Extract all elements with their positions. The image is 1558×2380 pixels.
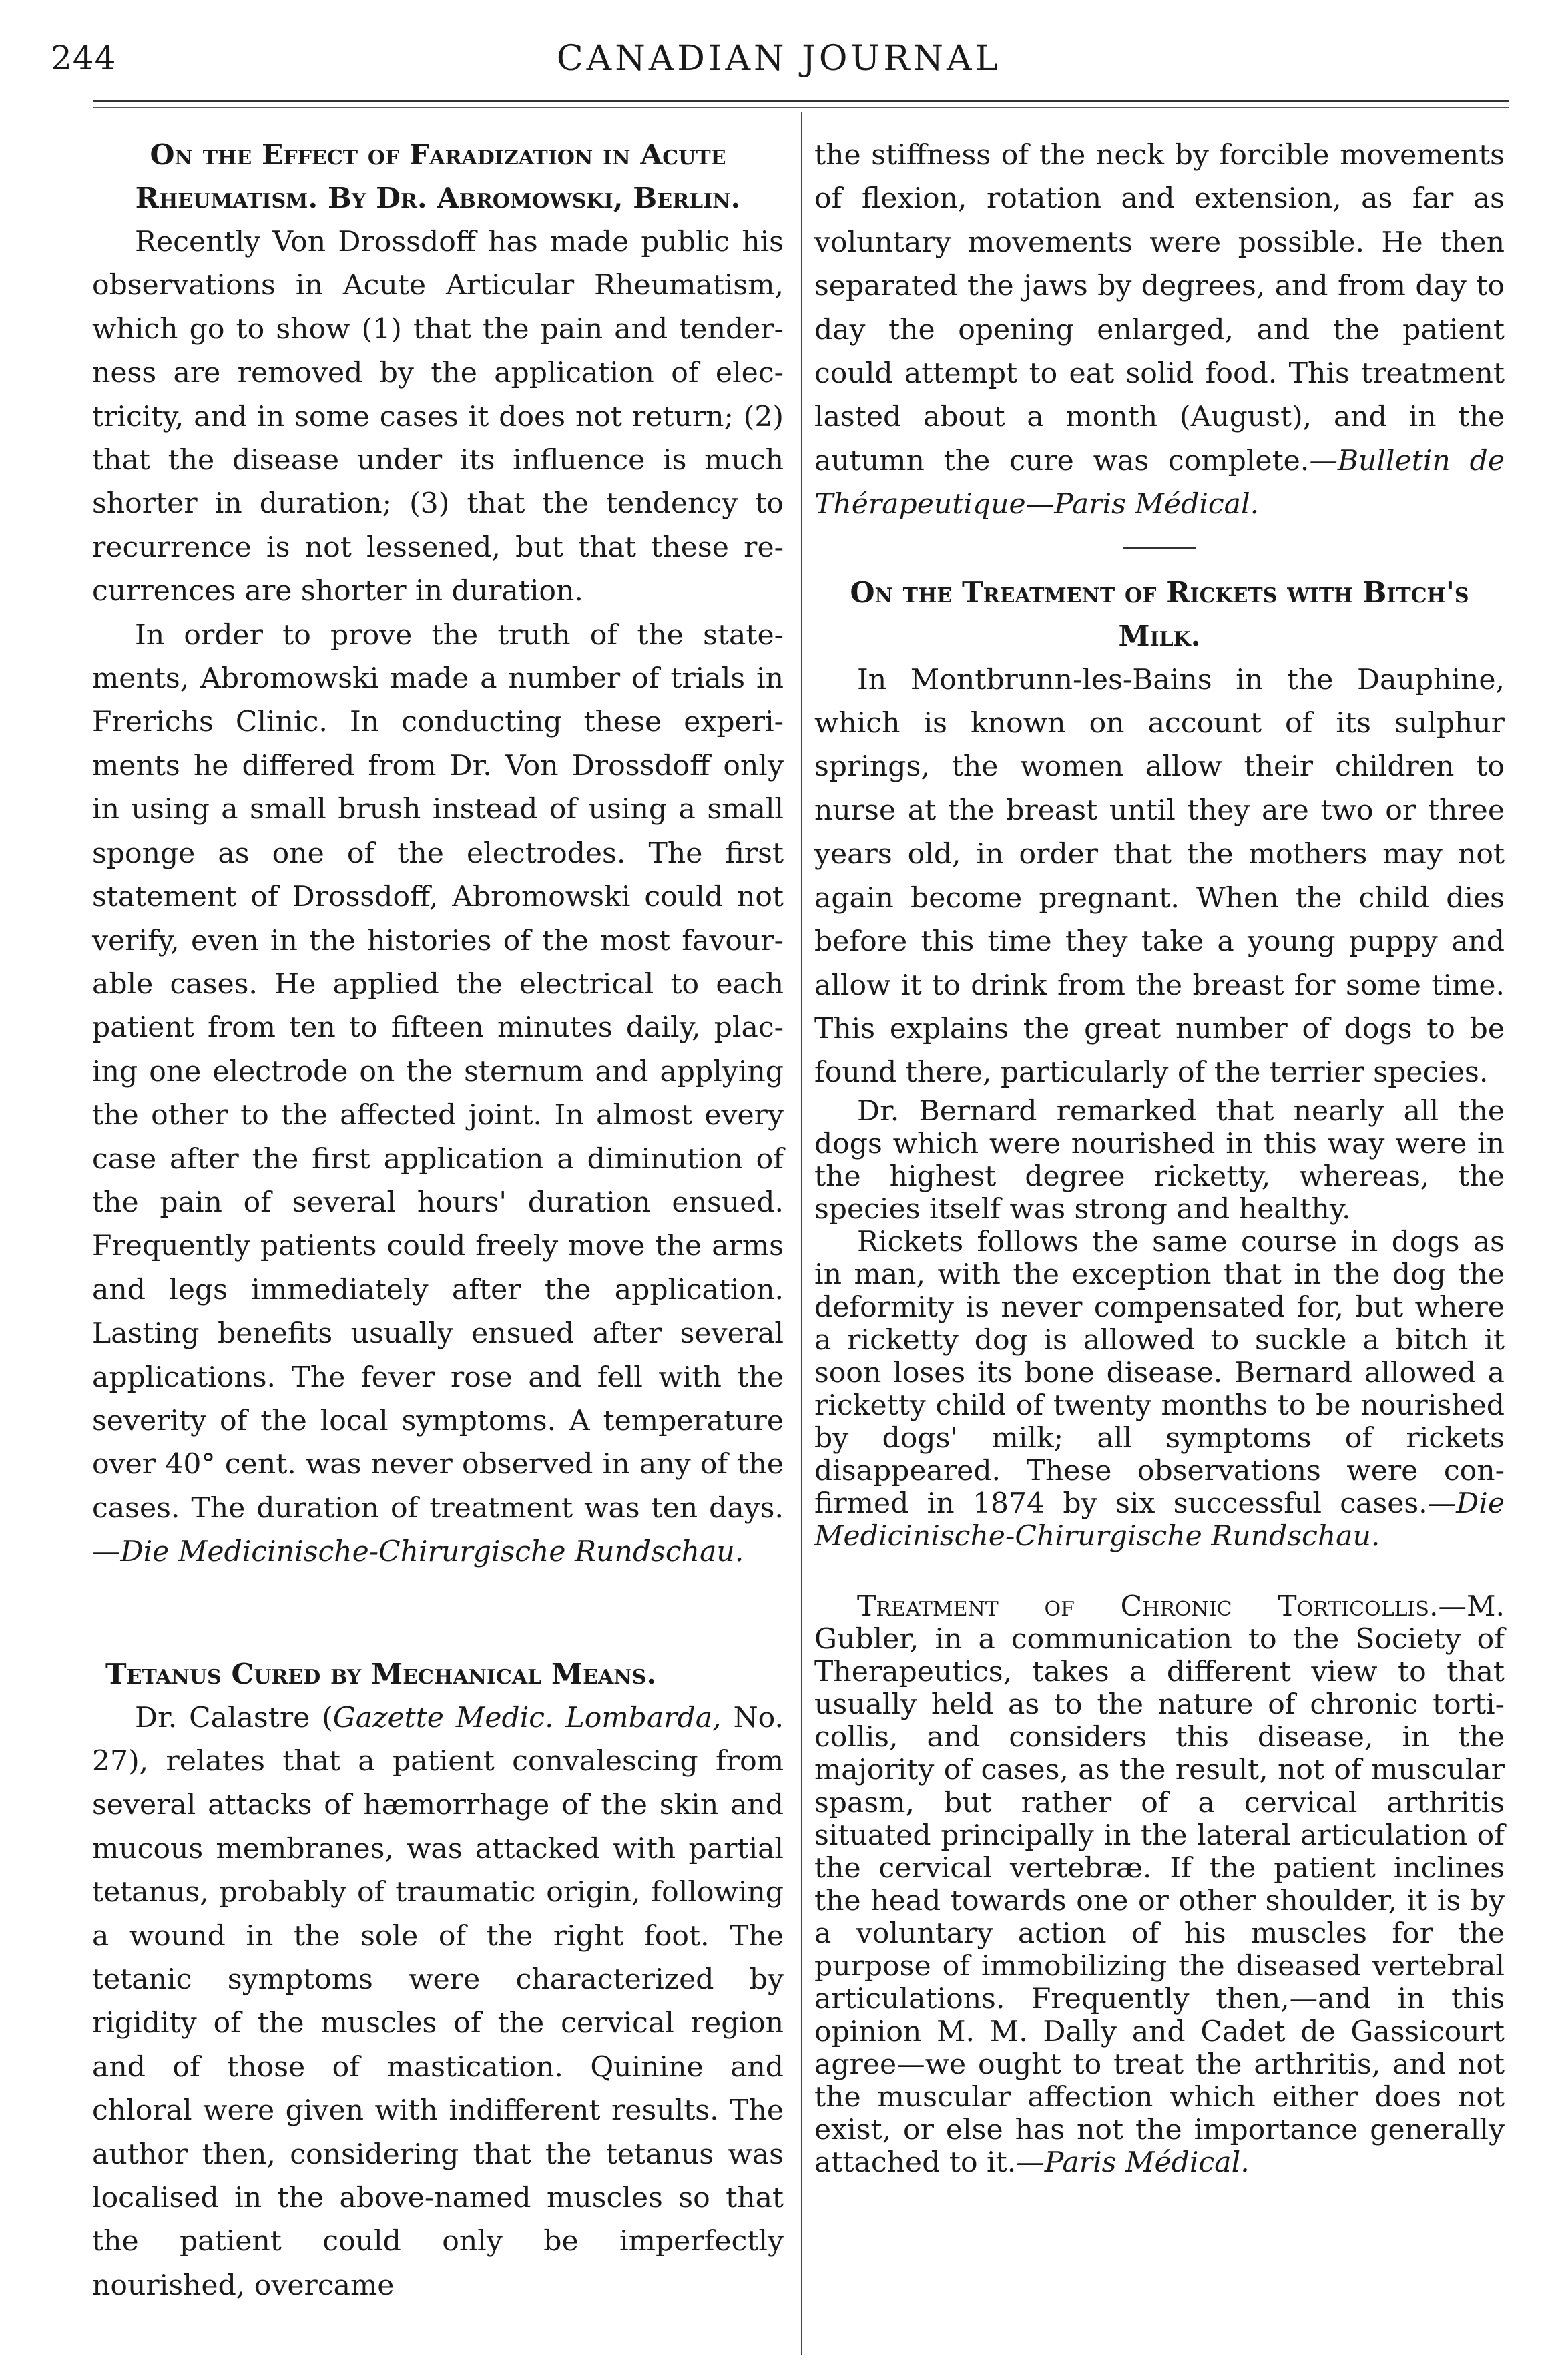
paragraph-text: Rickets follows the same course in dogs as in man, with the exception that in the dog the deformity is never compensated for, but where a ricketty dog is allowed to suckle a bitch it soon loses its bone disease. Bernard allowed a ricketty child of twenty months to be nourished by dogs' milk; all symptoms of rickets disappeared. These observations were confirmed in 1874 by six successful cases. [814, 1225, 1505, 1520]
section-rule [1123, 547, 1196, 549]
article-tetanus-continued [814, 134, 1505, 527]
running-head [40, 39, 1518, 92]
article-paragraph: Recently Von Drossdoff has made public his observations in Acute Articular Rheumatism, which go to show (1) that the pain and tenderness are removed by the application of electricity, and in some cases it does not return; (2) that the disease under its influence is much shorter in duration; (3) that the tendency to recurrence is not lessened, but that these recurrences are shorter in duration. [92, 226, 784, 608]
article-torticollis [814, 1590, 1505, 2179]
paragraph-lead: Dr. Calastre ( [135, 1701, 333, 1734]
paragraph-text: the stiffness of the neck by forcible movements of flexion, rotation and extension, as far as voluntary movements were possible. He then separated the jaws by degrees, and from day to day the opening enlarged, and the patient could attempt to eat solid food. This treatment lasted about a month (August), and in the autumn the cure was complete. [814, 139, 1505, 477]
article-title-line-1: On the Treatment of Rickets with Bitch's [850, 575, 1469, 610]
paragraph-text: In order to prove the truth of the statements, Abromowski made a number of trials in Frerichs Clinic. In conducting these experiments he differed from Dr. Von Drossdoff only in using a small brush instead of using a small sponge as one of the electrodes. The first statement of Drossdoff, Abromowski could not verify, even in the histories of the most favourable cases. He applied the electrical to each patient from ten to fifteen minutes daily, placing one electrode on the sternum and applying the other to the affected joint. In almost every case after the first application a diminution of the pain of several hours' duration ensued. Frequently patients could freely move the arms and legs immediately after the application. Lasting benefits usually ensued after several applications. The fever rose and fell with the severity of the local symptoms. A temperature over 40° cent. was never observed in any of the cases. The duration of treatment was ten days. [92, 618, 784, 1525]
source-citation: —Die Medicinische-Chirurgische Rundschau. [92, 1535, 744, 1569]
article-paragraph [92, 1696, 784, 2308]
article-title [92, 134, 784, 220]
right-column [814, 134, 1505, 2179]
article-paragraph [814, 134, 1505, 527]
article-title-line-2: Rheumatism. By Dr. Abromowski, Berlin. [135, 182, 741, 215]
article-spacer [92, 1574, 784, 1653]
left-column [92, 134, 784, 2307]
article-paragraph: Dr. Bernard remarked that nearly all the dogs which were nourished in this way were in the highest degree ricketty, whereas, the species itself was strong and healthy. [814, 1094, 1505, 1226]
column-divider [801, 112, 802, 2355]
page-number: 244 [51, 39, 117, 77]
header-rule-secondary [93, 107, 1509, 108]
article-spacer [814, 1553, 1505, 1590]
article-paragraph [92, 614, 784, 1574]
article-title [814, 571, 1505, 658]
paragraph-text: No. 27), relates that a patient convalescing from several attacks of hæmorrhage of the skin and mucous membranes, was attacked with partial tetanus, probably of traumatic origin, following a wound in the sole of the right foot. The tetanic symptoms were characterized by rigidity of the muscles of the cervical region and of those of mastication. Quinine and chloral were given with indifferent results. The author then, considering that the tetanus was localised in the above-named muscles so that the patient could only be imperfectly nourished, overcame [92, 1701, 784, 2302]
article-title: Treatment of Chronic Torticollis. [857, 1590, 1439, 1623]
article-paragraph: In Montbrunn-les-Bains in the Dauphine, which is known on account of its sulphur springs, the women allow their children to nurse at the breast until they are two or three years old, in order that the mothers may not again become pregnant. When the child dies before this time they take a young puppy and allow it to drink from the breast for some time. This explains the great number of dogs to be found there, particularly of the terrier species. [814, 663, 1505, 1090]
article-paragraph [814, 1226, 1505, 1553]
journal-citation: Gazette Medic. Lombarda, [332, 1701, 722, 1734]
article-faradization [92, 134, 784, 1574]
journal-title: CANADIAN JOURNAL [556, 39, 1002, 79]
header-rule [93, 100, 1509, 102]
article-rickets [814, 571, 1505, 1553]
article-title-line-2: Milk. [1118, 619, 1201, 653]
source-citation: —Die Medicinische-Chirurgische Rundschau. [814, 1487, 1505, 1553]
article-tetanus [92, 1653, 784, 2308]
article-title: Tetanus Cured by Mechanical Means. [105, 1657, 657, 1691]
paragraph-text: —M. Gubler, in a communication to the Society of Therapeutics, takes a different view to that usually held as to the nature of chronic torticollis, and considers this disease, in the majority of cases, as the result, not of muscular spasm, but rather of a cervical arthritis situated principally in the lateral articulation of the cervical vertebræ. If the patient inclines the head towards one or other shoulder, it is by a voluntary action of his muscles for the purpose of immobilizing the diseased vertebral articulations. Frequently then,—and in this opinion M. M. Dally and Cadet de Gassicourt agree—we ought to treat the arthritis, and not the muscular affection which either does not exist, or else has not the importance generally attached to it. [814, 1590, 1505, 2179]
source-citation: —Paris Médical. [1016, 2146, 1250, 2179]
article-title-line-1: On the Effect of Faradization in Acute [150, 138, 726, 172]
article-paragraph [814, 1590, 1505, 2179]
source-citation: —Bulletin de Thérapeutique—Paris Médical. [814, 444, 1505, 521]
